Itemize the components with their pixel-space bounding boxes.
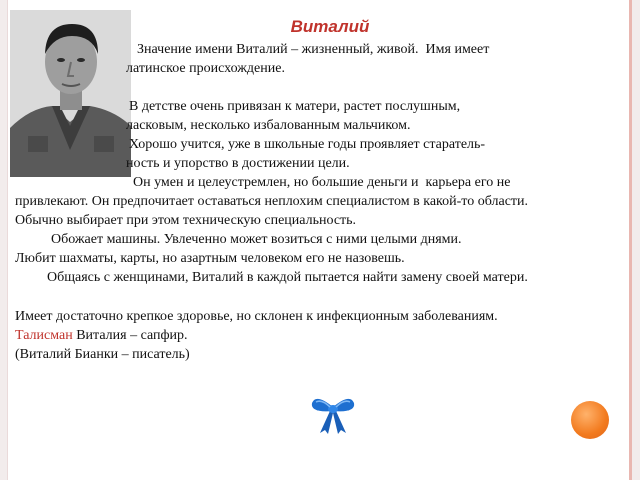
- talisman-line: [15, 327, 188, 345]
- text-line: Имеет достаточно крепкое здоровье, но склонен к инфекционным заболеваниям.: [15, 309, 498, 324]
- orange-circle-icon: [571, 401, 609, 439]
- text-line: ласковым, несколько избалованным мальчиком.: [126, 118, 411, 133]
- text-line: Значение имени Виталий – жизненный, живой. Имя имеет: [137, 42, 490, 57]
- text-line: Хорошо учится, уже в школьные годы проявляет старатель-: [129, 137, 486, 152]
- talisman-label: Талисман: [15, 328, 73, 343]
- text-line: В детстве очень привязан к матери, растет послушным,: [129, 99, 461, 114]
- talisman-text: Виталия – сапфир.: [72, 328, 188, 343]
- text-line: Любит шахматы, карты, но азартным человеком его не назовешь.: [15, 251, 405, 266]
- text-line: ность и упорство в достижении цели.: [126, 156, 350, 171]
- blue-ribbon-bow-icon: [308, 393, 358, 435]
- famous-namesake: (Виталий Бианки – писатель): [15, 347, 190, 362]
- text-line: привлекают. Он предпочитает оставаться неплохим специалистом в какой-то области.: [15, 194, 529, 209]
- text-line: Обожает машины. Увлеченно может возиться с ними целыми днями.: [51, 232, 462, 247]
- text-line: Он умен и целеустремлен, но большие деньги и карьера его не: [133, 175, 511, 190]
- slide-right-border: [629, 0, 632, 480]
- text-line: латинское происхождение.: [126, 61, 285, 76]
- slide-title: Виталий: [290, 17, 370, 36]
- text-line: Обычно выбирает при этом техническую специальность.: [15, 213, 357, 228]
- slide-left-border: [7, 0, 8, 480]
- text-line: Общаясь с женщинами, Виталий в каждой пытается найти замену своей матери.: [47, 270, 528, 285]
